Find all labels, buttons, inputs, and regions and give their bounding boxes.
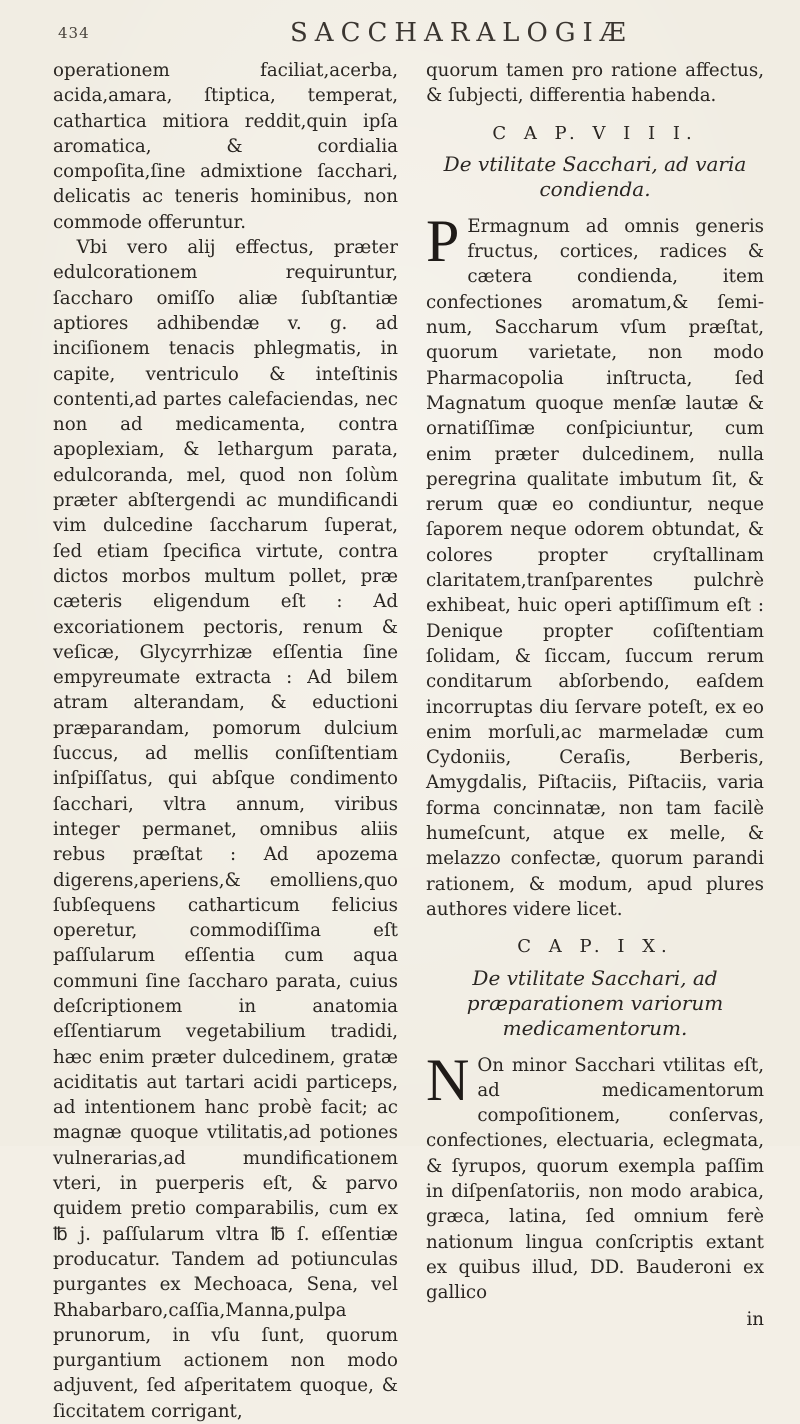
page-number: 434	[58, 24, 90, 42]
page-header	[0, 18, 800, 58]
left-column	[53, 58, 398, 1424]
chapter-title: De vtilitate Sacchari, ad varia condienda.	[443, 151, 747, 201]
paragraph: Vbi vero alij effectus, præter edulcorationem requiruntur, ſaccharo omiſſo aliæ ſubſtantiæ aptiores adhibendæ v. g. ad inciſionem tenacis phlegmatis, in capite, ventriculo & inteſtinis contenti,ad partes calefaciendas, nec non ad medicamenta, contra apoplexiam, & lethargum parata, edulcoranda, mel, quod non ſolùm præter abſtergendi ac mundificandi vim dulcedine ſaccharum ſuperat, ſed etiam ſpecifica virtute, contra dictos morbos multum pollet, præ cæteris eligendum eſt : Ad excoriationem pectoris, renum & veſicæ, Glycyrrhizæ eſſentia ſine empyreumate extracta : Ad bilem atram alterandam, & eductioni præparandam, pomorum dulcium ſuccus, ad mellis conſiſtentiam inſpiſſatus, qui abſque condimento ſacchari, vltra annum, viribus integer permanet, omnibus aliis rebus præſtat : Ad apozema digerens,aperiens,& emolliens,quo ſubſequens catharticum felicius operetur, commodiſſima eſt paſſularum eſſentia cum aqua communi ſine ſaccharo parata, cuius deſcriptionem in anatomia eſſentiarum vegetabilium tradidi, hæc enim præter dulcedinem, gratæ aciditatis aut tartari acidi particeps, ad intentionem hanc probè facit; ac magnæ quoque vtilitatis,ad potiones vulnerarias,ad mundificationem vteri, in puerperis eſt, & parvo quidem pretio comparabilis, cum ex ℔ j. paſſularum vltra ℔ ſ. eſſentiæ producatur. Tandem ad potiunculas purgantes ex Mechoaca, Sena, vel Rhabarbaro,caſſia,Manna,pulpa prunorum, in vſu ſunt, quorum purgantium actionem non modo adjuvent, ſed aſperitatem quoque, & ſiccitatem corrigant,	[53, 237, 398, 1422]
chapter-label: C A P. V I I I.	[492, 122, 698, 144]
paragraph: quorum tamen pro ratione affectus, & ſubjecti, differentia habenda.	[426, 60, 764, 107]
paragraph: operationem faciliat,acerba, acida,amara, ſtiptica, temperat, cathartica mitiora reddit,quin ipſa aromatica, & cordialia compoſita,ſine admixtione ſacchari, delicatis ac teneris hominibus, non commode offeruntur.	[53, 60, 398, 233]
chapter-text: On minor Sacchari vtilitas eſt, ad medicamentorum compoſitionem, conſervas, confectiones, electuaria, eclegmata, & ſyrupos, quorum exempla paſſim in diſpenſatoriis, non modo arabica, græca, latina, ſed omnium ferè nationum lingua conſcriptis extant ex quibus illud, DD. Bauderoni ex gallico	[426, 1054, 764, 1304]
running-title: SACCHARALOGIÆ	[290, 18, 633, 48]
catchword: in	[746, 1309, 764, 1331]
drop-cap: N	[426, 1046, 470, 1113]
chapter-body	[426, 207, 764, 922]
chapter-title: De vtilitate Sacchari, ad præparationem variorum medicamentorum.	[466, 965, 724, 1040]
chapter-text: Ermagnum ad omnis generis fructus, cortices, radices & cætera condienda, item confectiones aromatum,& ſemi- num, Saccharum vſum præſtat, quorum varietate, non modo Pharmacopolia inſtructa, ſed Magnatum quoque menſæ lautæ & ornatiſſimæ conſpiciuntur, cum enim præter dulcedinem, nulla peregrina qualitate imbutum ſit, & rerum quæ eo condiuntur, neque ſaporem neque odorem obtundat, & colores propter cryſtallinam claritatem,tranſparentes pulchrè exhibeat, huic operi aptiſſimum eſt : Denique propter coſiſtentiam ſolidam, & ſiccam, ſuccum rerum conditarum abſorbendo, eaſdem incorruptas diu ſervare poteſt, ex eo enim morſuli,ac marmeladæ cum Cydoniis, Ceraſis, Berberis, Amygdalis, Piſtaciis, Piſtaciis, varia forma concinnatæ, non tam facilè humeſcunt, atque ex melle, & melazzo confectæ, quorum parandi rationem, & modum, apud plures authores videre licet.	[426, 215, 764, 920]
right-column	[426, 58, 764, 1333]
chapter-body	[426, 1046, 764, 1306]
chapter-label: C A P. I X.	[517, 936, 673, 958]
drop-cap: P	[426, 207, 460, 274]
